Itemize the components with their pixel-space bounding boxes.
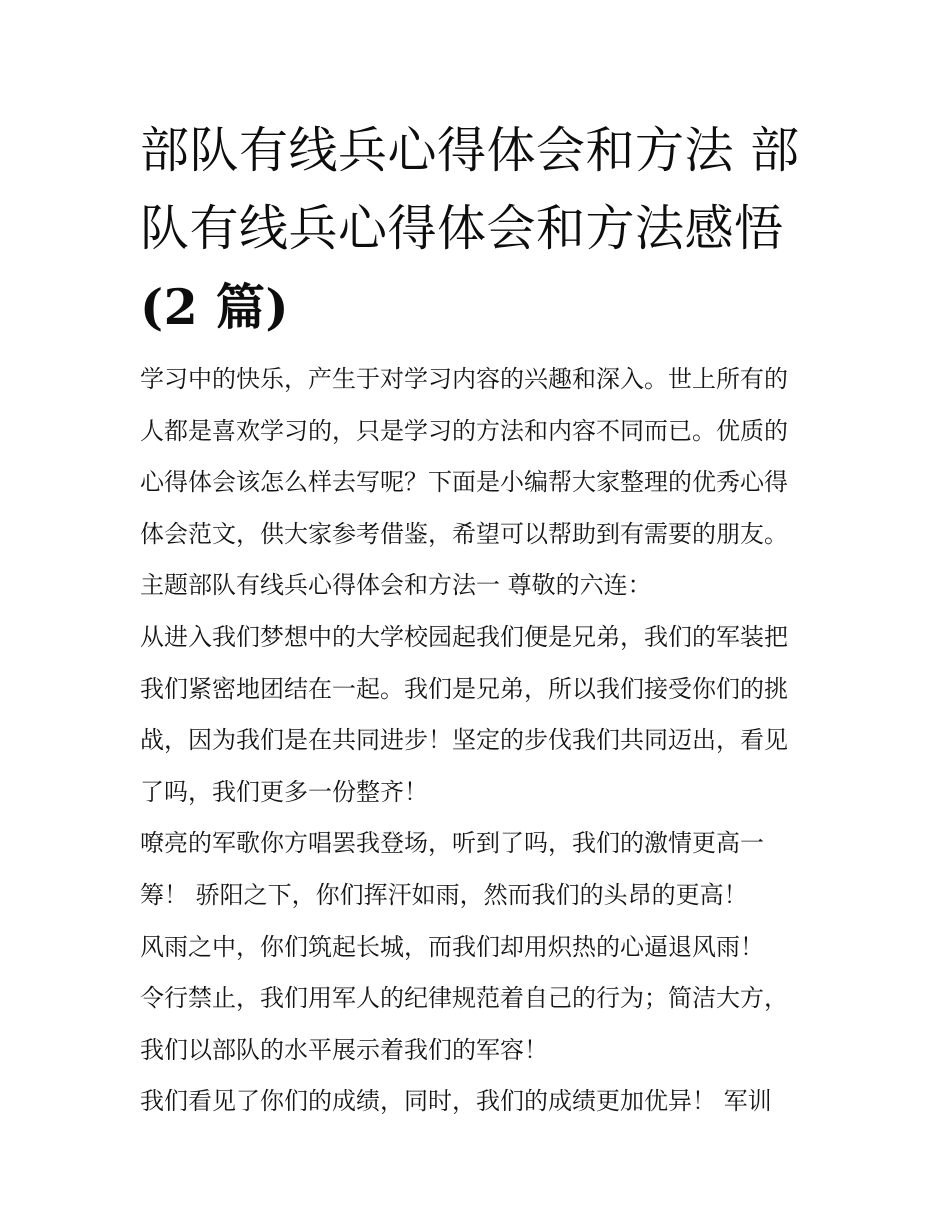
text-line: 主题部队有线兵心得体会和方法一 尊敬的六连：: [140, 571, 652, 600]
text-line: 我们以部队的水平展示着我们的军容！: [140, 1035, 548, 1064]
text-line: 体会范文，供大家参考借鉴，希望可以帮助到有需要的朋友。: [140, 519, 788, 548]
text-line: 了吗，我们更多一份整齐！: [140, 777, 428, 806]
text-line: 令行禁止，我们用军人的纪律规范着自己的行为；简洁大方，: [140, 984, 788, 1013]
title-line-2: 队有线兵心得体会和方法感悟: [140, 200, 784, 257]
text-line: 学习中的快乐，产生于对学习内容的兴趣和深入。世上所有的: [140, 365, 788, 393]
text-line: 嘹亮的军歌你方唱罢我登场，听到了吗，我们的激情更高一: [140, 829, 764, 858]
text-line: 我们紧密地团结在一起。我们是兄弟，所以我们接受你们的挑: [140, 674, 788, 703]
document-title: [140, 112, 820, 347]
document-body: [140, 354, 820, 1128]
text-line: 人都是喜欢学习的，只是学习的方法和内容不同而已。优质的: [140, 416, 788, 445]
text-line: 我们看见了你们的成绩，同时，我们的成绩更加优异！ 军训: [140, 1087, 772, 1116]
text-line: 筹！ 骄阳之下，你们挥汗如雨，然而我们的头昂的更高！: [140, 880, 748, 909]
title-line-1: 部队有线兵心得体会和方法 部: [140, 122, 800, 179]
text-line: 战，因为我们是在共同进步！坚定的步伐我们共同迈出，看见: [140, 726, 788, 755]
text-line: 心得体会该怎么样去写呢？下面是小编帮大家整理的优秀心得: [140, 468, 788, 497]
text-line: 从进入我们梦想中的大学校园起我们便是兄弟，我们的军装把: [140, 622, 788, 651]
text-line: 风雨之中，你们筑起长城，而我们却用炽热的心逼退风雨！: [140, 932, 764, 961]
title-line-3: (2 篇): [140, 278, 290, 336]
